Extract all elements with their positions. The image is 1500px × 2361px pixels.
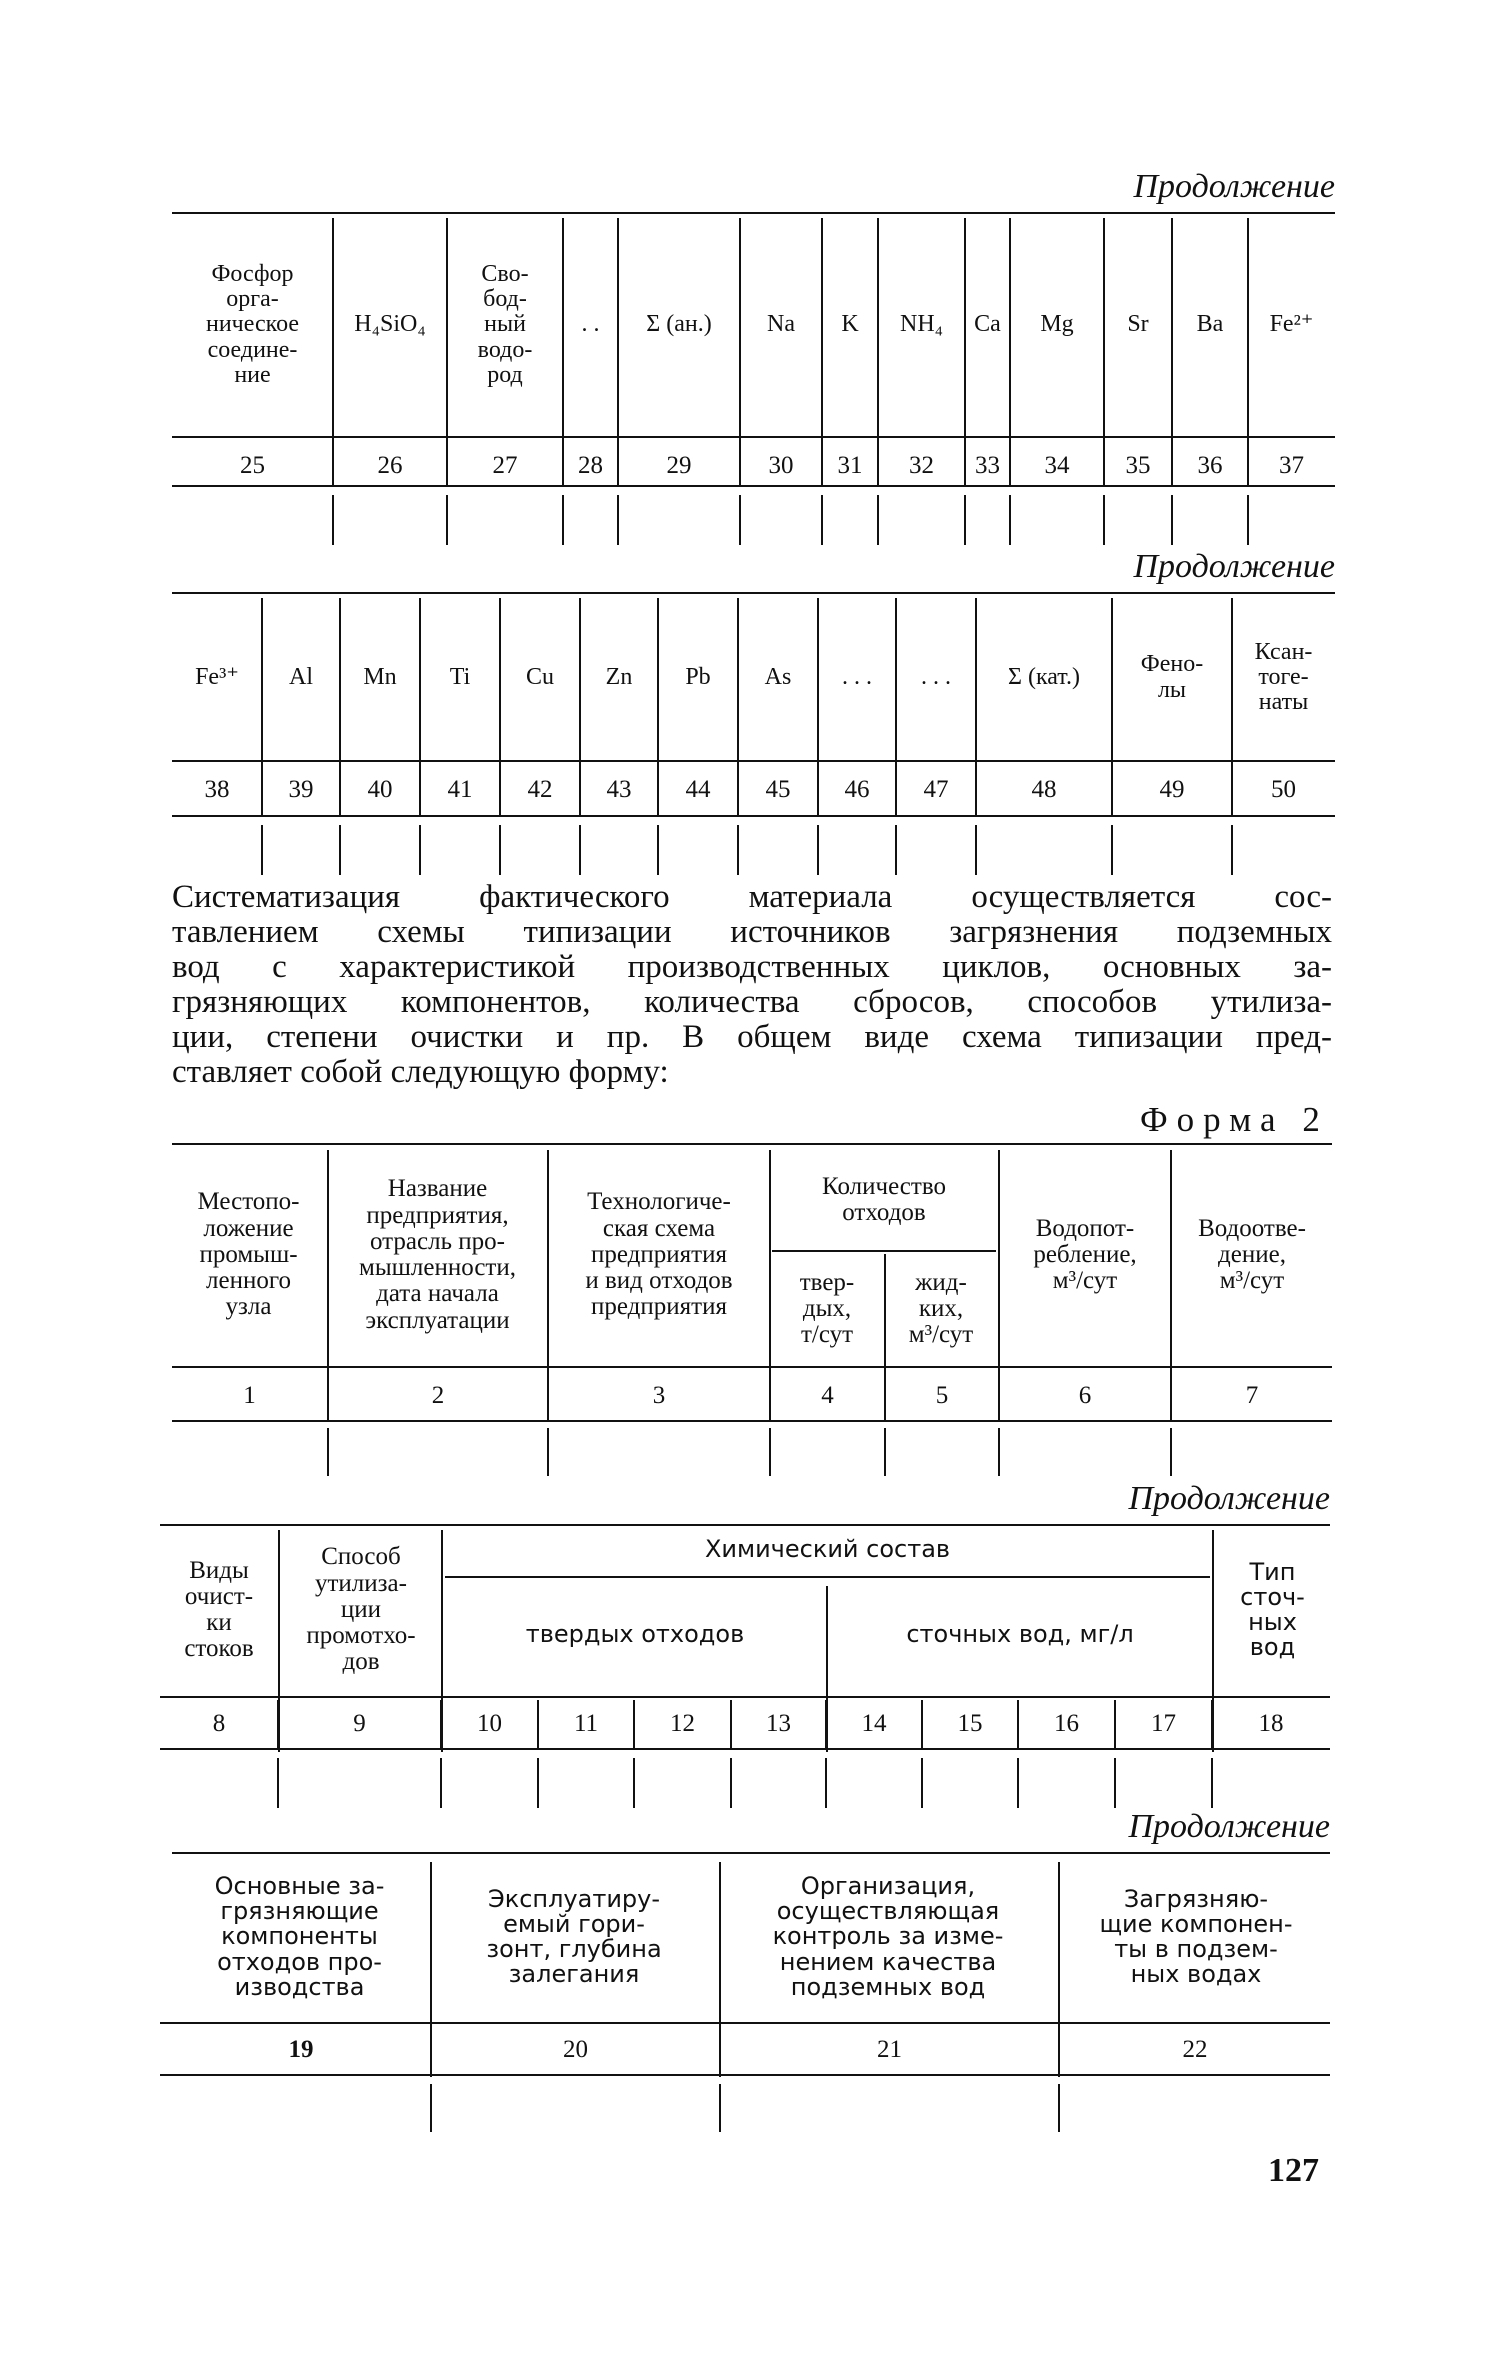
continued-label-3: Продолжение (1128, 1480, 1330, 1517)
t4-number-divider (633, 1700, 635, 1748)
table3-bottom-rule (172, 1420, 1332, 1422)
t3-col-number: 4 (821, 1382, 834, 1409)
table4-top-rule (160, 1524, 1330, 1526)
t2-header-cell: . . . (921, 663, 951, 690)
t1-stub (562, 495, 564, 545)
t2-col-number: 41 (447, 776, 473, 803)
t5-col-number: 20 (563, 2036, 588, 2063)
t1-divider (739, 218, 741, 486)
t2-stub (579, 825, 581, 875)
t5-col-number: 22 (1182, 2036, 1208, 2063)
t1-header-cell: Sr (1127, 311, 1149, 338)
t4-col-number: 18 (1258, 1710, 1284, 1737)
page-number: 127 (1268, 2152, 1319, 2189)
t2-divider (419, 598, 421, 816)
t4-header-solid-waste: твердых отходов (525, 1620, 745, 1649)
t2-stub (339, 825, 341, 875)
t2-col-number: 45 (765, 776, 791, 803)
t3-col-number: 3 (652, 1382, 666, 1409)
t1-col-number: 32 (909, 452, 934, 479)
t1-divider (1103, 218, 1105, 486)
t1-stub (964, 495, 966, 545)
t2-header-cell: Σ (кат.) (1008, 663, 1080, 690)
t4-col-number: 13 (766, 1710, 791, 1737)
t1-col-number: 35 (1125, 452, 1151, 479)
t3-stub (1170, 1428, 1172, 1476)
t3-divider (1170, 1150, 1172, 1420)
t1-divider (617, 218, 619, 486)
t2-divider (895, 598, 897, 816)
t1-col-number: 33 (975, 452, 1000, 479)
table2-bottom-rule (172, 815, 1335, 817)
t2-divider (817, 598, 819, 816)
t2-stub (817, 825, 819, 875)
t2-col-number: 39 (288, 776, 314, 803)
t5-col-number: 19 (288, 2036, 314, 2063)
t1-col-number: 31 (837, 452, 863, 479)
t2-divider (975, 598, 977, 816)
t3-stub (884, 1428, 886, 1476)
t5-header-horizon: Эксплуатиру- емый гори- зонт, глубина залегания (486, 1884, 662, 1989)
t1-divider (562, 218, 564, 486)
t4-header-wastewater: сточных вод, мг/л (906, 1620, 1134, 1649)
t3-subheader-rule (772, 1250, 996, 1252)
t1-col-number: 27 (492, 452, 518, 479)
t4-stub (633, 1758, 635, 1808)
paragraph-line: вод с характеристикой производственных циклов, основных за- (172, 949, 1332, 985)
t3-divider (769, 1150, 771, 1420)
t2-header-cell: Ti (449, 663, 471, 690)
t1-stub (877, 495, 879, 545)
t3-header-tech-scheme: Технологиче- ская схема предприятия и вид отходов предприятия (585, 1188, 733, 1321)
t2-divider (1231, 598, 1233, 816)
table1-mid-rule (172, 436, 1335, 438)
t4-number-divider (440, 1700, 442, 1748)
t2-header-cell: Fe³⁺ (195, 663, 239, 690)
t3-stub (547, 1428, 549, 1476)
t4-col-number: 11 (573, 1710, 599, 1737)
t1-stub (332, 495, 334, 545)
t2-stub (1231, 825, 1233, 875)
table1-bottom-rule (172, 485, 1335, 487)
t2-divider (339, 598, 341, 816)
continued-label-1: Продолжение (1133, 168, 1335, 205)
t3-stub (327, 1428, 329, 1476)
t1-header-cell: Σ (ан.) (646, 311, 712, 338)
t2-header-cell: Cu (525, 663, 554, 690)
t1-stub (617, 495, 619, 545)
table5-top-rule (172, 1852, 1330, 1854)
t2-stub (419, 825, 421, 875)
paragraph-line: грязняющих компонентов, количества сбросов, способов утилиза- (172, 984, 1332, 1020)
t4-col-number: 10 (477, 1710, 502, 1737)
table5-bottom-rule (160, 2074, 1330, 2076)
t4-number-divider (1211, 1700, 1213, 1748)
t2-header-cell: Ксан- тоге- наты (1254, 638, 1313, 716)
t1-divider (1247, 218, 1249, 486)
t2-header-cell: Al (289, 663, 313, 690)
t1-header-cell: H₄SiO₄ (354, 311, 426, 338)
t2-col-number: 42 (527, 776, 553, 803)
t1-col-number: 26 (377, 452, 403, 479)
t4-header-treatment: Виды очист- ки стоков (184, 1556, 254, 1663)
t2-stub (895, 825, 897, 875)
t1-header-cell: . . (581, 311, 600, 338)
paragraph-line: ции, степени очистки и пр. В общем виде схема типизации пред- (172, 1019, 1332, 1055)
t1-divider (446, 218, 448, 486)
t2-divider (1111, 598, 1113, 816)
table2-top-rule (172, 592, 1335, 594)
t2-stub (737, 825, 739, 875)
t1-stub (1247, 495, 1249, 545)
form-label: Форма 2 (1140, 1100, 1329, 1139)
t1-header-cell: Фосфор орга- ническое соедине- ние (205, 261, 300, 388)
t2-header-cell: Mn (363, 663, 397, 690)
t5-header-organization: Организация, осуществляющая контроль за изме- нением качества подземных вод (772, 1872, 1004, 2001)
table5-mid-rule (160, 2022, 1330, 2024)
t1-stub (446, 495, 448, 545)
t2-col-number: 48 (1031, 776, 1057, 803)
t4-stub (1211, 1758, 1213, 1808)
t1-header-cell: Ca (974, 311, 1001, 338)
continued-label-2: Продолжение (1133, 548, 1335, 585)
t2-stub (1111, 825, 1113, 875)
t5-col-number: 21 (877, 2036, 902, 2063)
paragraph-line: Систематизация фактического материала осуществляется сос- (172, 879, 1332, 915)
t1-col-number: 37 (1279, 452, 1304, 479)
t3-divider (327, 1150, 329, 1420)
table1-top-rule (172, 212, 1335, 214)
t1-divider (821, 218, 823, 486)
t5-header-main-components: Основные за- грязняющие компоненты отходов про- изводства (214, 1872, 385, 2001)
table4-bottom-rule (160, 1748, 1330, 1750)
t1-col-number: 36 (1197, 452, 1223, 479)
t2-col-number: 38 (204, 776, 230, 803)
body-paragraph (172, 880, 1332, 1090)
t2-stub (657, 825, 659, 875)
t4-subheader-rule (445, 1576, 1210, 1578)
t2-divider (737, 598, 739, 816)
t5-stub (430, 2084, 432, 2132)
continued-label-4: Продолжение (1128, 1808, 1330, 1845)
table3-top-rule (172, 1143, 1332, 1145)
table3-mid-rule (172, 1366, 1332, 1368)
t3-header-water-disposal: Водоотве- дение, м³/сут (1198, 1214, 1306, 1295)
t2-stub (975, 825, 977, 875)
t3-col-number: 1 (243, 1382, 256, 1409)
t4-stub (921, 1758, 923, 1808)
t3-col-number: 7 (1245, 1382, 1259, 1409)
t3-col-number: 2 (431, 1382, 445, 1409)
t2-header-cell: . . . (842, 663, 872, 690)
t4-header-type: Тип сточ- ных вод (1240, 1557, 1305, 1662)
t2-divider (579, 598, 581, 816)
t4-stub (1114, 1758, 1116, 1808)
t4-stub (537, 1758, 539, 1808)
t1-col-number: 30 (768, 452, 794, 479)
t5-stub (719, 2084, 721, 2132)
t1-stub (821, 495, 823, 545)
t4-header-chemical: Химический состав (704, 1535, 951, 1564)
t2-col-number: 46 (844, 776, 870, 803)
t1-header-cell: NH₄ (899, 311, 944, 338)
paragraph-line: тавлением схемы типизации источников загрязнения подземных (172, 914, 1332, 950)
t1-header-cell: Ba (1196, 311, 1224, 338)
t1-stub (739, 495, 741, 545)
t4-number-divider (921, 1700, 923, 1748)
t3-stub (769, 1428, 771, 1476)
t2-divider (499, 598, 501, 816)
t3-stub (998, 1428, 1000, 1476)
t2-col-number: 49 (1159, 776, 1185, 803)
t1-col-number: 25 (240, 452, 265, 479)
t2-stub (261, 825, 263, 875)
t4-number-divider (730, 1700, 732, 1748)
t3-header-location: Местопо- ложение промыш- ленного узла (197, 1188, 300, 1321)
t2-divider (261, 598, 263, 816)
t4-number-divider (825, 1700, 827, 1748)
t4-col-number: 15 (957, 1710, 983, 1737)
t4-col-number: 14 (861, 1710, 887, 1737)
t3-divider (998, 1150, 1000, 1420)
t4-col-number: 9 (353, 1710, 366, 1737)
t4-number-divider (277, 1700, 279, 1748)
t4-stub (277, 1758, 279, 1808)
t1-divider (964, 218, 966, 486)
t4-col-number: 12 (670, 1710, 695, 1737)
t2-stub (499, 825, 501, 875)
t3-header-water-use: Водопот- ребление, м³/сут (1033, 1214, 1137, 1295)
t1-stub (1171, 495, 1173, 545)
paragraph-line: ставляет собой следующую форму: (172, 1054, 669, 1090)
table2-mid-rule (172, 760, 1335, 762)
t2-header-cell: Фено- лы (1140, 651, 1204, 703)
t2-col-number: 50 (1271, 776, 1296, 803)
t4-stub (825, 1758, 827, 1808)
t4-col-number: 16 (1054, 1710, 1079, 1737)
t5-stub (1058, 2084, 1060, 2132)
t1-header-cell: Сво- бод- ный водо- род (477, 261, 533, 388)
t3-col-number: 6 (1078, 1382, 1092, 1409)
t3-col-number: 5 (935, 1382, 949, 1409)
t1-header-cell: K (841, 311, 859, 338)
t1-header-cell: Fe²⁺ (1269, 311, 1314, 338)
t1-col-number: 34 (1044, 452, 1070, 479)
t3-header-liquid: жид- ких, м³/сут (908, 1268, 974, 1349)
t2-header-cell: As (764, 663, 792, 690)
t4-col-number: 17 (1151, 1710, 1176, 1737)
t1-header-cell: Mg (1040, 311, 1074, 338)
t3-divider (547, 1150, 549, 1420)
t4-col-number: 8 (212, 1710, 226, 1737)
t3-header-solid: твер- дых, т/сут (799, 1268, 855, 1349)
t4-number-divider (1017, 1700, 1019, 1748)
t2-divider (657, 598, 659, 816)
t1-col-number: 29 (666, 452, 692, 479)
t4-number-divider (537, 1700, 539, 1748)
t1-divider (332, 218, 334, 486)
t4-number-divider (1114, 1700, 1116, 1748)
t1-stub (1103, 495, 1105, 545)
t2-col-number: 43 (606, 776, 632, 803)
t1-divider (1171, 218, 1173, 486)
t1-stub (1009, 495, 1011, 545)
t1-header-cell: Na (767, 311, 795, 338)
t5-header-pollutants: Загрязняю- щие компонен- ты в подзем- ных водах (1099, 1884, 1293, 1989)
t3-header-enterprise: Название предприятия, отрасль про- мышленности, дата начала эксплуатации (359, 1175, 516, 1334)
t3-header-waste-qty: Количество отходов (822, 1172, 946, 1226)
t2-col-number: 40 (367, 776, 393, 803)
t2-header-cell: Pb (685, 663, 711, 690)
t2-col-number: 44 (685, 776, 711, 803)
t4-stub (730, 1758, 732, 1808)
t2-col-number: 47 (923, 776, 949, 803)
t4-stub (1017, 1758, 1019, 1808)
t4-stub (440, 1758, 442, 1808)
t1-divider (877, 218, 879, 486)
t4-header-disposal: Способ утилиза- ции промотхо- дов (306, 1543, 416, 1676)
t1-col-number: 28 (578, 452, 603, 479)
t2-header-cell: Zn (605, 663, 633, 690)
table4-mid-rule (160, 1696, 1330, 1698)
t1-divider (1009, 218, 1011, 486)
